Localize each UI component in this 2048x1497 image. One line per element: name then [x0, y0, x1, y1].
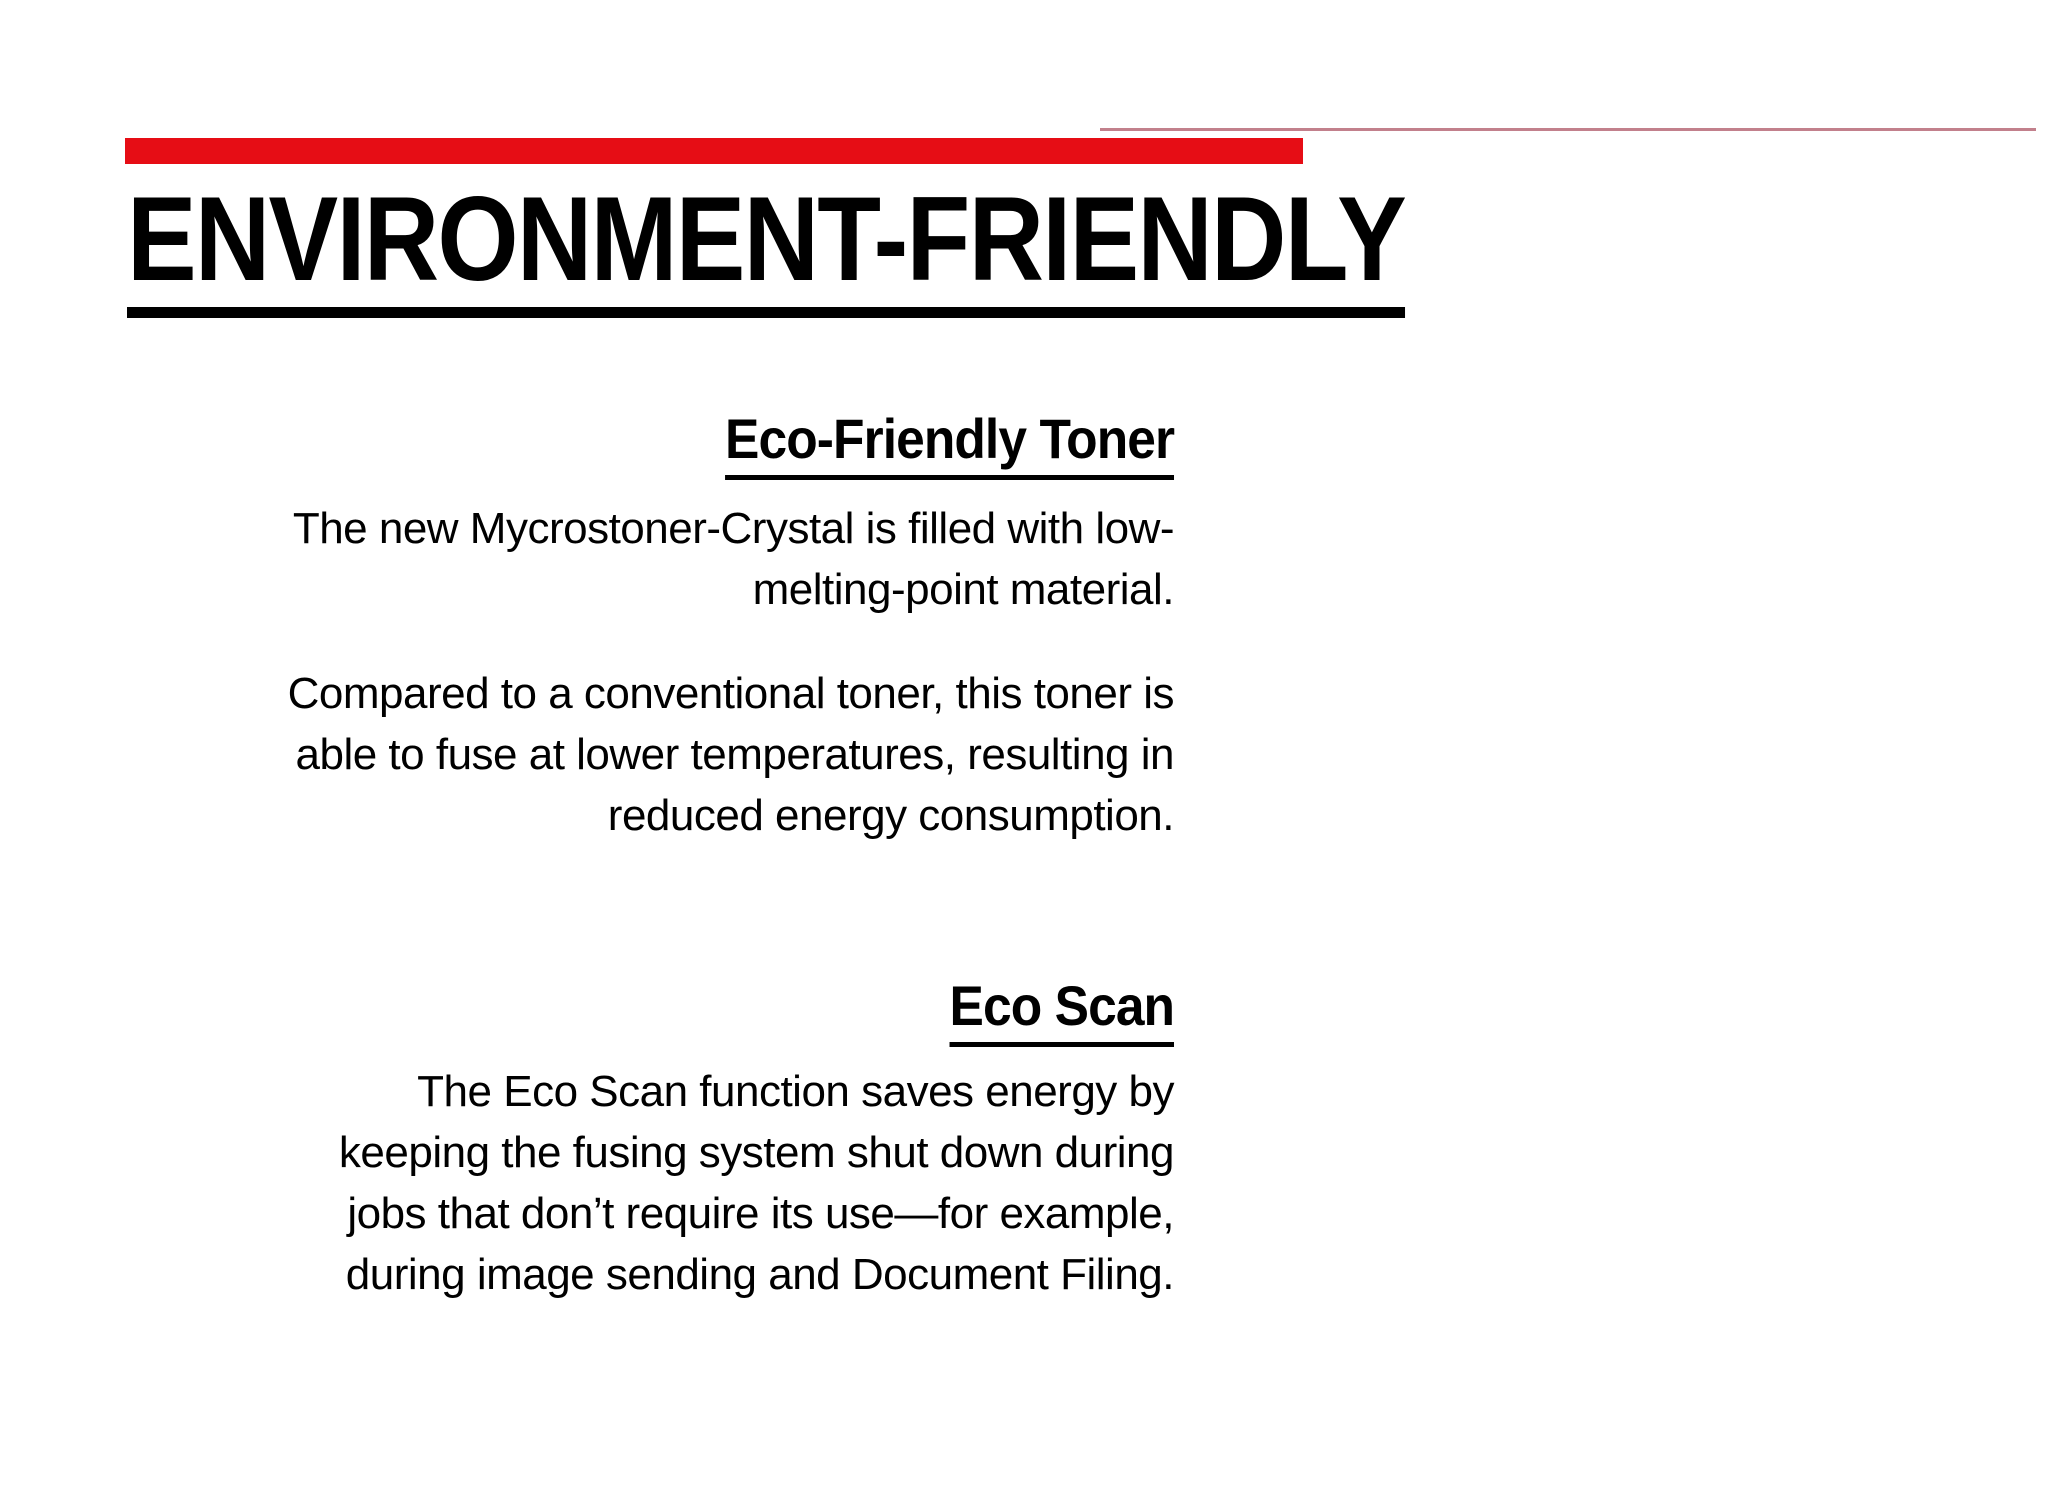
slide-title: ENVIRONMENT-FRIENDLY	[127, 180, 1405, 318]
paragraph-toner-comparison	[160, 663, 1174, 846]
paragraph-line: keeping the fusing system shut down during	[338, 1128, 1174, 1177]
paragraph-line: Compared to a conventional toner, this toner is	[287, 669, 1174, 718]
paragraph-line: during image sending and Document Filing.	[345, 1250, 1174, 1299]
paragraph-line: melting-point material.	[752, 565, 1174, 614]
paragraph-line: able to fuse at lower temperatures, resulting in	[295, 730, 1174, 779]
section-eco-scan	[160, 975, 1174, 1047]
paragraph-line: jobs that don’t require its use—for example,	[347, 1189, 1174, 1238]
section-heading-eco-friendly-toner: Eco-Friendly Toner	[725, 408, 1174, 480]
red-accent-bar	[125, 138, 1303, 164]
section-eco-friendly-toner	[160, 408, 1174, 480]
paragraph-toner-intro	[160, 498, 1174, 620]
paragraph-eco-scan	[160, 1061, 1174, 1305]
paragraph-line: The new Mycrostoner-Crystal is filled with low-	[292, 504, 1174, 553]
accent-thin-line	[1100, 128, 2036, 131]
paragraph-line: reduced energy consumption.	[607, 791, 1174, 840]
section-heading-eco-scan: Eco Scan	[949, 975, 1174, 1047]
paragraph-line: The Eco Scan function saves energy by	[417, 1067, 1174, 1116]
